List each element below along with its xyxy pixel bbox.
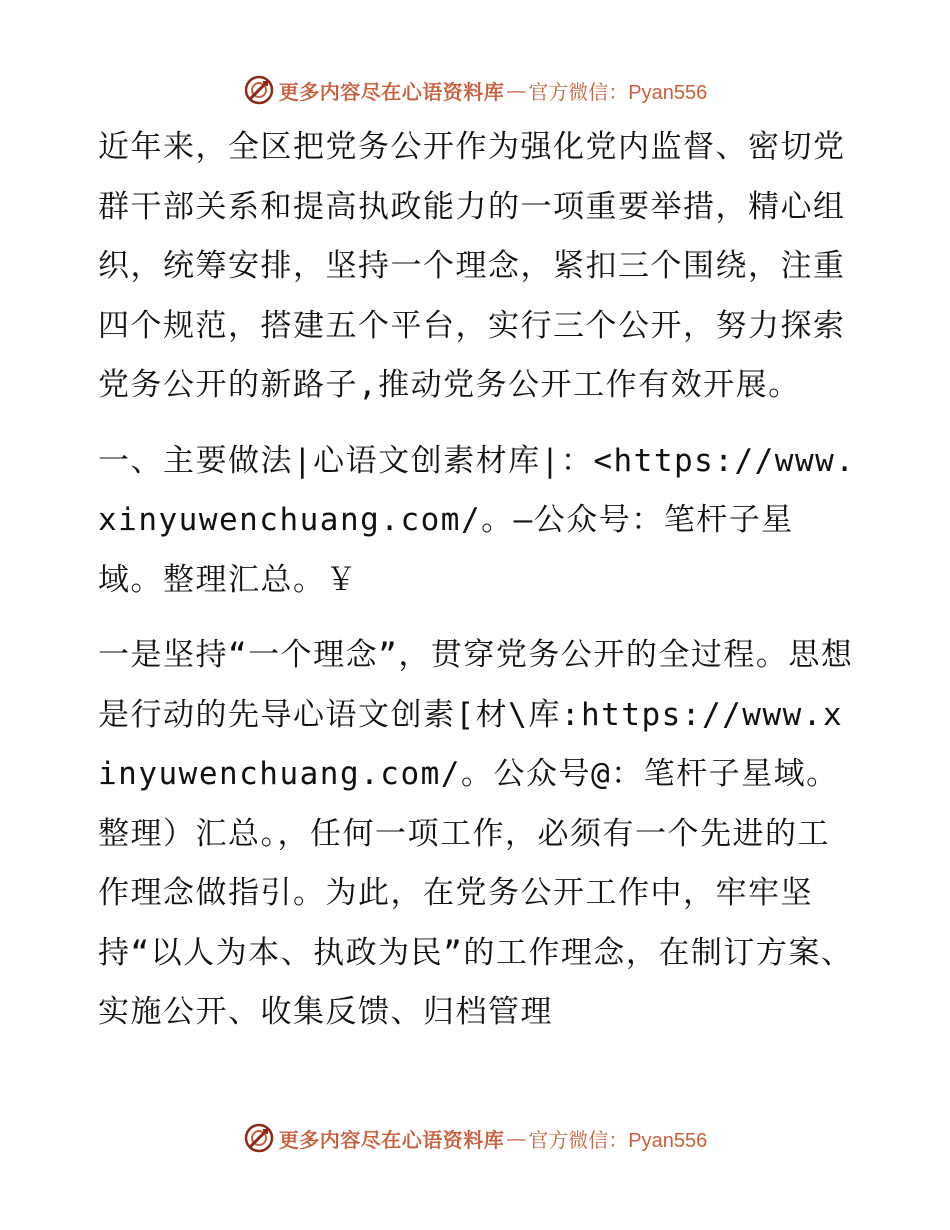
paragraph-intro: 近年来，全区把党务公开作为强化党内监督、密切党群干部关系和提高执政能力的一项重要举措，精心组织，统筹安排，坚持一个理念，紧扣三个围绕，注重四个规范，搭建五个平台，实行三个公开，努力探索党务公开的新路子,推动党务公开工作有效开展。 — [98, 129, 846, 403]
banner-contact-id: Pyan556 — [628, 1129, 708, 1152]
banner-dash: — — [506, 1126, 527, 1150]
footer-banner — [0, 1118, 950, 1158]
banner-contact-id: Pyan556 — [628, 81, 708, 104]
document-body — [98, 118, 858, 1043]
banner-brand-text: 更多内容尽在心语资料库 — [278, 79, 505, 104]
paragraph-point-one: 一是坚持“一个理念”，贯穿党务公开的全过程。思想是行动的先导心语文创素[材\库:https://www.xinyuwenchuang.com/。公众号@：笔杆子星域。整理）汇总。，任何一项工作，必须有一个先进的工作理念做指引。为此，在党务公开工作中，牢牢坚持“以人为本、执政为民”的工作理念，在制订方案、实施公开、收集反馈、归档管理 — [98, 637, 854, 1030]
banner-brand-text: 更多内容尽在心语资料库 — [278, 1127, 505, 1152]
banner-contact — [528, 1124, 707, 1153]
brand-logo-icon — [243, 1122, 275, 1154]
paragraph-section-heading: 一、主要做法|心语文创素材库|：<https://www.xinyuwenchuang.com/。—公众号：笔杆子星域。整理汇总。￥ — [98, 442, 856, 598]
header-banner — [0, 70, 950, 110]
banner-contact — [528, 76, 707, 105]
banner-dash: — — [506, 78, 527, 102]
brand-logo-icon — [243, 74, 275, 106]
banner-contact-label: 官方微信： — [528, 1127, 629, 1152]
banner-contact-label: 官方微信： — [528, 79, 629, 104]
